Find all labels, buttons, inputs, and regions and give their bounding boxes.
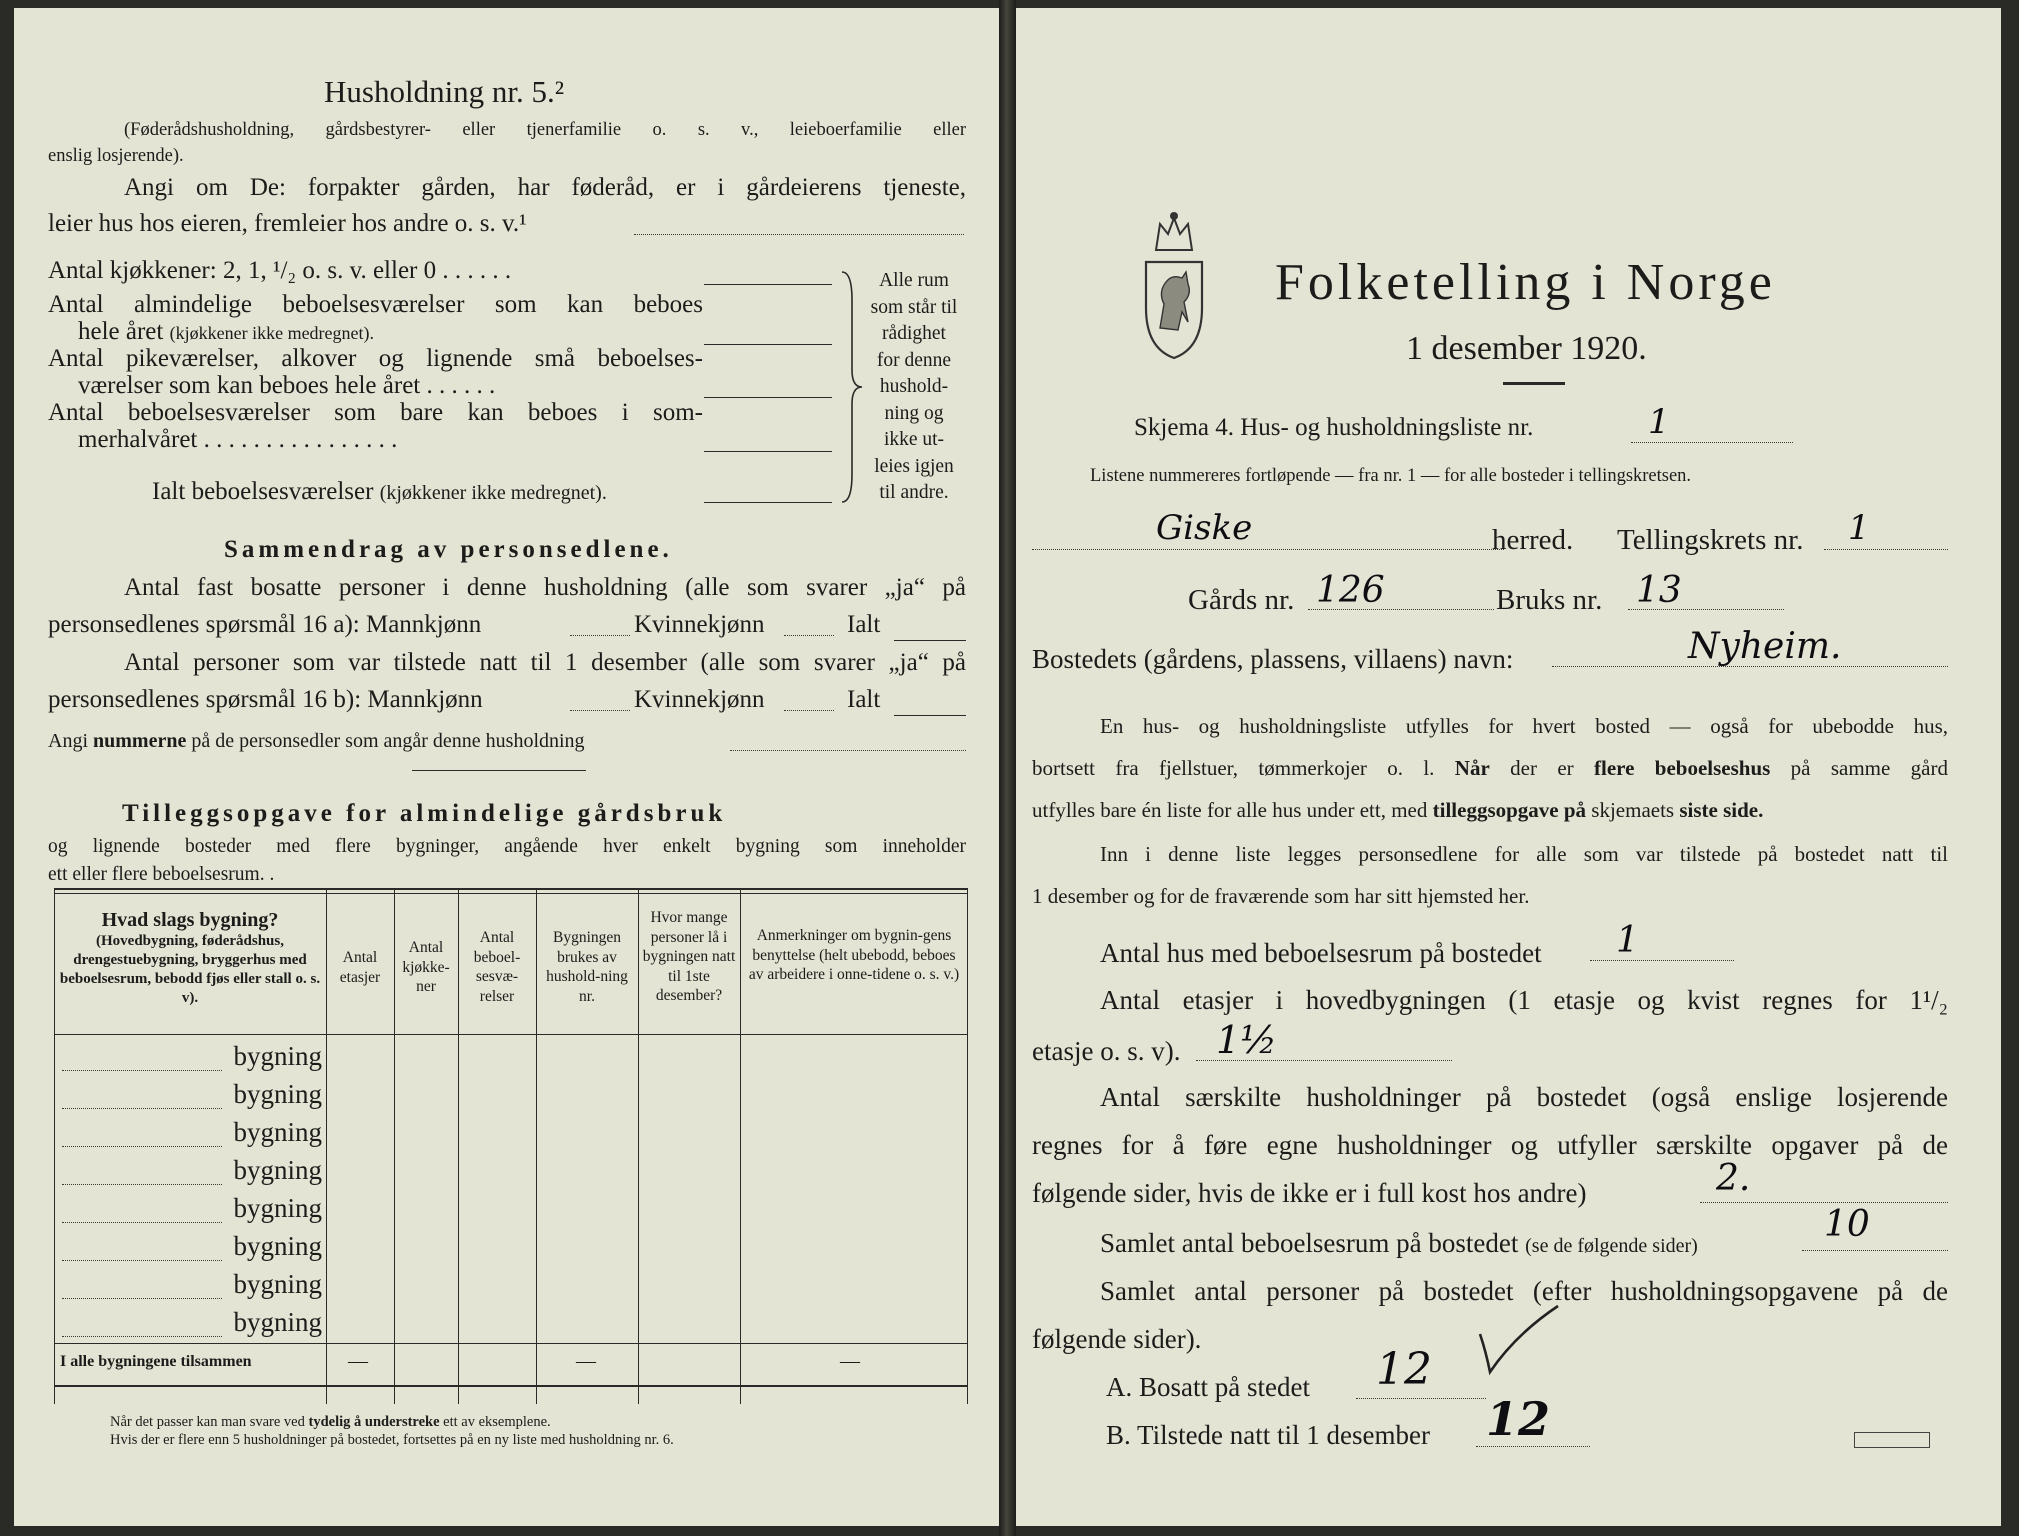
bruks-value[interactable]: 13: [1636, 570, 1682, 611]
households-line-1: Antal særskilte husholdninger på bostedet (også enslige losjerende: [1100, 1082, 1948, 1112]
ordinary-rooms-line-2: hele året (kjøkkener ikke medregnet).: [78, 318, 375, 345]
resident-value[interactable]: 12: [1376, 1344, 1432, 1395]
column-header-remarks: Anmerkninger om bygnin-gens benyttelse (helt ubebodd, beboes av arbeidere i onne-tidene o. s. v.): [748, 927, 960, 983]
bruks-line: [1628, 609, 1784, 610]
present-persons-line-1: Antal personer som var tilstede natt til 1 desember (alle som svarer „ja“ på: [124, 649, 966, 676]
tellingskrets-line: [1824, 549, 1948, 550]
resident-line: [1356, 1398, 1486, 1399]
maid-rooms-line-1: Antal pikeværelser, alkover og lignende små beboelses-: [48, 345, 703, 372]
gards-line: [1308, 609, 1494, 610]
column-header-building-type: Hvad slags bygning? (Hovedbygning, føderådshus, drengestuebygning, bryggerhus med beboelsesrum, bebodd fjøs eller stall o. s. v).: [59, 909, 321, 1006]
present-total-label: Ialt: [847, 686, 881, 713]
building-table: [54, 888, 968, 1404]
herred-label: herred.: [1492, 524, 1574, 556]
building-row-label[interactable]: bygning: [233, 1079, 322, 1109]
bosted-label: Bostedets (gårdens, plassens, villaens) navn:: [1032, 644, 1514, 674]
kitchens-answer-line[interactable]: [704, 284, 832, 285]
page-fold: [999, 0, 1016, 1536]
summer-rooms-line-1: Antal beboelsesværelser som bare kan beboes i som-: [48, 399, 703, 426]
present-persons-line-2: personsedlenes spørsmål 16 b): Mannkjønn: [48, 686, 483, 713]
numbering-note: Listene nummereres fortløpende — fra nr. 1 — for alle bosteder i tellingskretsen.: [1090, 466, 1692, 486]
fast-total-label: Ialt: [847, 611, 881, 638]
tenure-question-line-1: Angi om De: forpakter gården, har føderåd, er i gårdeierens tjeneste,: [124, 174, 966, 201]
building-row-label[interactable]: bygning: [233, 1269, 322, 1299]
total-rooms-answer-line[interactable]: [704, 502, 832, 503]
census-date: 1 desember 1920.: [1406, 330, 1647, 367]
fast-total-field[interactable]: [894, 640, 966, 641]
brace-note-line: ning og: [884, 402, 944, 424]
brace-note-line: for denne: [876, 349, 952, 371]
schema-number-value[interactable]: 1: [1648, 402, 1670, 442]
household-intro-line-2: enslig losjerende).: [48, 146, 184, 166]
person-numbers-field[interactable]: [730, 750, 966, 751]
brace-note-line: til andre.: [879, 482, 949, 503]
building-rows: [54, 1034, 326, 1343]
houses-value[interactable]: 1: [1616, 920, 1639, 961]
right-page: [1016, 8, 2001, 1526]
herred-line: [1032, 549, 1504, 550]
instructions-line-3: utfylles bare én liste for alle hus under ett, med tilleggsopgave på skjemaets siste side.: [1032, 798, 1764, 822]
tillegg-sub-line-1: og lignende bosteder med flere bygninger, angående hver enkelt bygning som inneholder: [48, 836, 966, 857]
footnote-2: Hvis der er flere enn 5 husholdninger på bostedet, fortsettes på en ny liste med husholdning nr. 6.: [110, 1432, 674, 1448]
building-row-label[interactable]: bygning: [233, 1231, 322, 1261]
present-total-field[interactable]: [894, 715, 966, 716]
maid-rooms-line-2: værelser som kan beboes hele året . . . . . .: [78, 372, 496, 399]
summer-rooms-line-2: merhalvåret . . . . . . . . . . . . . . . .: [78, 426, 398, 453]
brace-note-line: ikke ut-: [883, 429, 945, 450]
brace-note-line: hushold-: [879, 376, 949, 397]
present-female-field[interactable]: [784, 710, 834, 711]
column-header-kitchens: Antal kjøkke-ner: [402, 939, 450, 995]
houses-line: [1590, 960, 1734, 961]
present-male-field[interactable]: [570, 710, 630, 711]
printer-stamp: [1854, 1432, 1930, 1448]
floors-value[interactable]: 1½: [1216, 1018, 1278, 1062]
building-row-label[interactable]: bygning: [233, 1117, 322, 1147]
total-floors-dash: —: [348, 1350, 368, 1372]
column-header-persons: Hvor mange personer lå i bygningen natt til 1ste desember?: [642, 909, 736, 1004]
brace-note-line: rådighet: [882, 323, 946, 344]
section-divider: [412, 770, 586, 771]
building-row-label[interactable]: bygning: [233, 1307, 322, 1337]
column-header-household: Bygningen brukes av hushold-ning nr.: [546, 929, 628, 1005]
floors-line-1: Antal etasjer i hovedbygningen (1 etasje og kvist regnes for 1¹/₂: [1100, 985, 1948, 1015]
household-title: Husholdning nr. 5.²: [324, 74, 565, 109]
building-row-label[interactable]: bygning: [233, 1193, 322, 1223]
schema-label: Skjema 4. Hus- og husholdningsliste nr.: [1134, 414, 1534, 441]
census-title: Folketelling i Norge: [1275, 254, 1776, 311]
tillegg-sub-line-2: ett eller flere beboelsesrum. .: [48, 864, 275, 885]
brace-note-line: leies igjen: [874, 455, 954, 477]
norway-coat-of-arms-icon: [1138, 208, 1210, 363]
rooms-total-value[interactable]: 10: [1824, 1204, 1870, 1245]
bruks-label: Bruks nr.: [1496, 584, 1603, 616]
column-header-floors: Antal etasjer: [339, 949, 381, 986]
bosted-value[interactable]: Nyheim.: [1688, 626, 1842, 667]
person-numbers-label: Angi nummerne på de personsedler som angår denne husholdning: [48, 730, 585, 752]
household-intro-line-1: (Føderådshusholdning, gårdsbestyrer- eller tjenerfamilie o. s. v., leieboerfamilie eller: [124, 120, 966, 140]
instructions-line-1: En hus- og husholdningsliste utfylles for hvert bosted — også for ubebodde hus,: [1100, 714, 1948, 738]
herred-value[interactable]: Giske: [1156, 508, 1253, 548]
present-female-label: Kvinnekjønn: [634, 686, 765, 713]
title-rule: [1503, 382, 1565, 385]
present-label: B. Tilstede natt til 1 desember: [1106, 1420, 1430, 1450]
tenure-question-line-2: leier hus hos eieren, fremleier hos andre o. s. v.¹: [48, 210, 527, 237]
total-remarks-dash: —: [840, 1350, 860, 1372]
households-line-3: følgende sider, hvis de ikke er i full kost hos andre): [1032, 1178, 1587, 1208]
total-household-dash: —: [576, 1350, 596, 1372]
fast-female-label: Kvinnekjønn: [634, 611, 765, 638]
column-header-rooms: Antal beboel-sesvæ-relser: [473, 929, 521, 1005]
households-line-2: regnes for å føre egne husholdninger og utfyller særskilte opgaver på de: [1032, 1130, 1948, 1160]
households-line: [1700, 1202, 1948, 1203]
tillegg-heading: Tilleggsopgave for almindelige gårdsbruk: [122, 800, 727, 827]
fast-persons-line-1: Antal fast bosatte personer i denne husholdning (alle som svarer „ja“ på: [124, 574, 966, 601]
left-page: [14, 8, 999, 1526]
brace: [838, 270, 864, 504]
tenure-answer-line[interactable]: [634, 234, 964, 235]
houses-label: Antal hus med beboelsesrum på bostedet: [1100, 938, 1542, 968]
gards-value[interactable]: 126: [1316, 570, 1385, 611]
schema-number-line: [1631, 442, 1793, 443]
total-rooms-label: Ialt beboelsesværelser (kjøkkener ikke medregnet).: [152, 478, 607, 505]
instructions-line-4: Inn i denne liste legges personsedlene for alle som var tilstede på bostedet natt til: [1100, 842, 1948, 866]
fast-female-field[interactable]: [784, 635, 834, 636]
fast-male-field[interactable]: [570, 635, 630, 636]
summer-rooms-answer-line[interactable]: [704, 451, 832, 452]
instructions-line-5: 1 desember og for de fraværende som har sitt hjemsted her.: [1032, 884, 1530, 908]
bosted-line: [1552, 666, 1948, 667]
households-value[interactable]: 2.: [1716, 1158, 1751, 1199]
check-mark-icon: [1476, 1304, 1566, 1378]
ordinary-rooms-line-1: Antal almindelige beboelsesværelser som kan beboes: [48, 291, 703, 318]
persons-total-line-1: Samlet antal personer på bostedet (efter husholdningsopgavene på de: [1100, 1276, 1948, 1306]
maid-rooms-answer-line[interactable]: [704, 397, 832, 398]
brace-note-line: som står til: [870, 296, 958, 318]
present-line: [1476, 1446, 1590, 1447]
resident-label: A. Bosatt på stedet: [1106, 1372, 1310, 1402]
floors-line: [1196, 1060, 1452, 1061]
total-row-label: I alle bygningene tilsammen: [60, 1353, 252, 1370]
gards-label: Gårds nr.: [1188, 584, 1295, 616]
tellingskrets-value[interactable]: 1: [1848, 508, 1870, 548]
floors-line-2: etasje o. s. v).: [1032, 1036, 1181, 1066]
footnote-1: Når det passer kan man svare ved tydelig å understreke ett av eksemplene.: [110, 1414, 551, 1430]
rooms-total-label: Samlet antal beboelsesrum på bostedet (se de følgende sider): [1100, 1228, 1698, 1258]
present-value[interactable]: 12: [1486, 1392, 1551, 1446]
building-row-label[interactable]: bygning: [233, 1155, 322, 1185]
summary-heading: Sammendrag av personsedlene.: [224, 536, 673, 563]
rooms-total-line: [1802, 1250, 1948, 1251]
instructions-line-2: bortsett fra fjellstuer, tømmerkojer o. l. Når der er flere beboelseshus på samme gård: [1032, 756, 1949, 780]
kitchens-label: Antal kjøkkener: 2, 1, ¹/₂ o. s. v. eller 0 . . . . . .: [48, 257, 512, 284]
rooms-brace-note: [864, 268, 964, 507]
building-row-label[interactable]: bygning: [233, 1041, 322, 1071]
brace-note-line: Alle rum: [879, 270, 949, 291]
fast-persons-line-2: personsedlenes spørsmål 16 a): Mannkjønn: [48, 611, 482, 638]
persons-total-line-2: følgende sider).: [1032, 1324, 1202, 1354]
tellingskrets-label: Tellingskrets nr.: [1617, 524, 1804, 556]
ordinary-rooms-answer-line[interactable]: [704, 344, 832, 345]
